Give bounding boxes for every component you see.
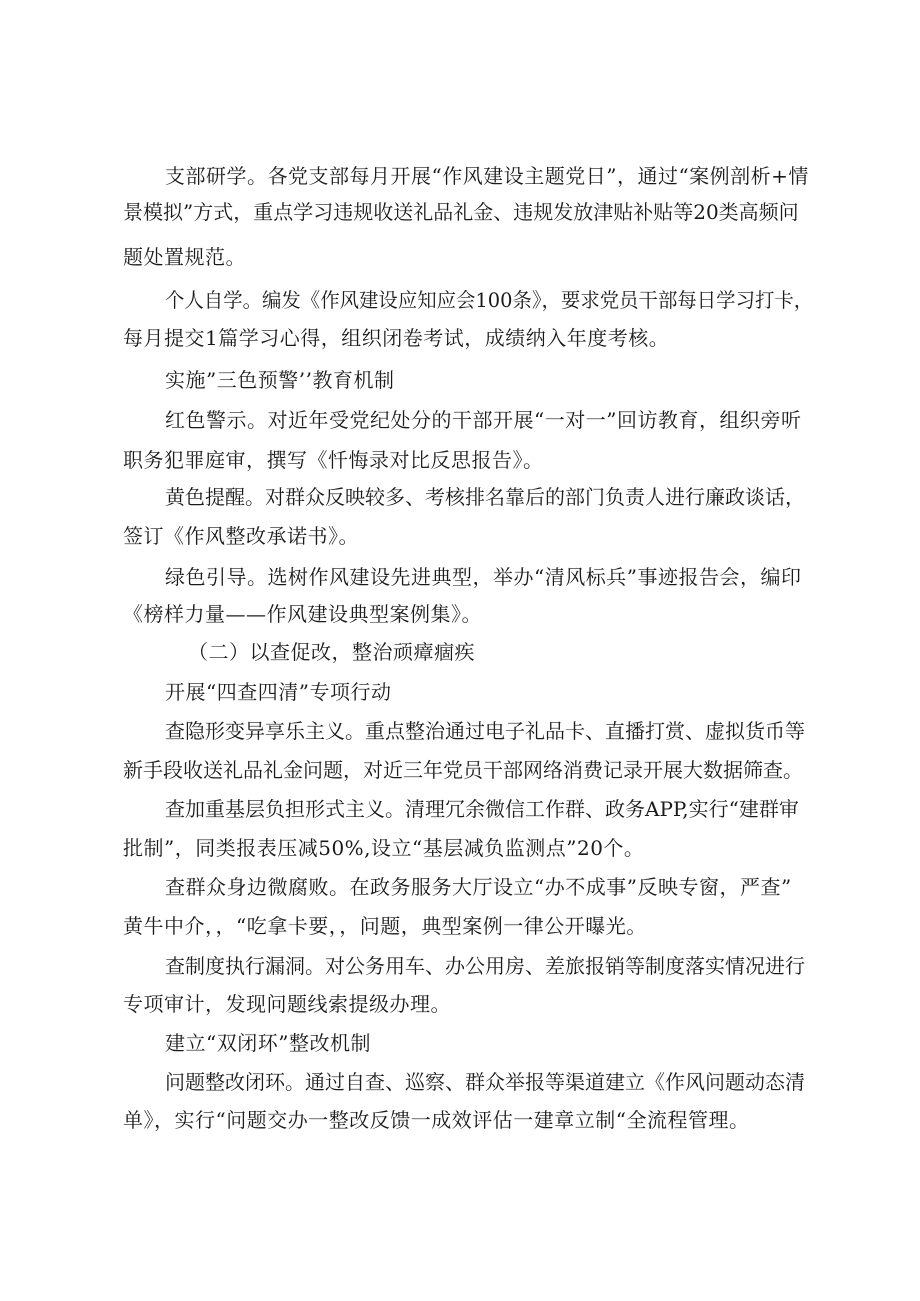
paragraph-self-study-line-2: 每月提交1篇学习心得，组织闭卷考试，成绩纳入年度考核。 [123,326,670,350]
paragraph-branch-study-line-3: 题处置规范。 [123,245,246,269]
paragraph-red-warning-line-1: 红色警示。对近年受党纪处分的干部开展“一对一”回访教育，组织旁听 [165,408,802,432]
heading-four-checks: 开展“四查四清”专项行动 [165,680,392,704]
paragraph-green-guidance-line-1: 绿色引导。选树作风建设先进典型，举办“清风标兵”事迹报告会，编印 [165,565,802,589]
paragraph-closed-loop-line-1: 问题整改闭环。通过自查、巡察、群众举报等渠道建立《作风问题动态清 [165,1070,805,1094]
paragraph-formalism-line-2: 批制”，同类报表压减50%,设立“基层减负监测点”20个。 [123,836,645,860]
paragraph-yellow-reminder-line-2: 签订《作风整改承诺书》。 [123,524,359,548]
paragraph-loopholes-line-1: 查制度执行漏洞。对公务用车、办公用房、差旅报销等制度落实情况进行 [165,954,805,978]
paragraph-formalism-line-1: 查加重基层负担形式主义。清理冗余微信工作群、政务APP,实行“建群审 [165,797,799,821]
paragraph-red-warning-line-2: 职务犯罪庭审，撰写《忏悔录对比反思报告》。 [123,448,544,472]
paragraph-micro-corruption-line-1: 查群众身边微腐败。在政务服务大厅设立“办不成事”反映专窗，严查” [165,875,792,899]
section-heading-inspect-rectify: （二）以查促改，整治顽瘴痼疾 [188,640,475,664]
paragraph-closed-loop-line-2: 单》，实行“问题交办一整改反馈一成效评估一建章立制“全流程管理。 [123,1108,750,1132]
paragraph-yellow-reminder-line-1: 黄色提醒。对群众反映较多、考核排名靠后的部门负责人进行廉政谈话， [165,485,805,509]
paragraph-branch-study-line-2: 景模拟”方式，重点学习违规收送礼品礼金、违规发放津贴补贴等20类高频问 [123,200,799,224]
paragraph-self-study-line-1: 个人自学。编发《作风建设应知应会100条》，要求党员干部每日学习打卡， [165,288,814,312]
paragraph-branch-study-line-1: 支部研学。各党支部每月开展“作风建设主题党日”，通过“案例剖析+情 [165,164,809,188]
heading-three-color-warning: 实施”三色预警’’教育机制 [165,368,395,392]
heading-double-loop: 建立“双闭环”整改机制 [165,1031,371,1055]
paragraph-hedonism-line-2: 新手段收送礼品礼金问题，对近三年党员干部网络消费记录开展大数据筛查。 [123,758,803,782]
paragraph-green-guidance-line-2: 《榜样力量——作风建设典型案例集》。 [123,602,482,626]
paragraph-micro-corruption-line-2: 黄牛中介，，“吃拿卡要，，问题，典型案例一律公开曝光。 [123,914,647,938]
paragraph-loopholes-line-2: 专项审计，发现问题线索提级办理。 [123,992,451,1016]
paragraph-hedonism-line-1: 查隐形变异享乐主义。重点整治通过电子礼品卡、直播打赏、虚拟货币等 [165,719,805,743]
